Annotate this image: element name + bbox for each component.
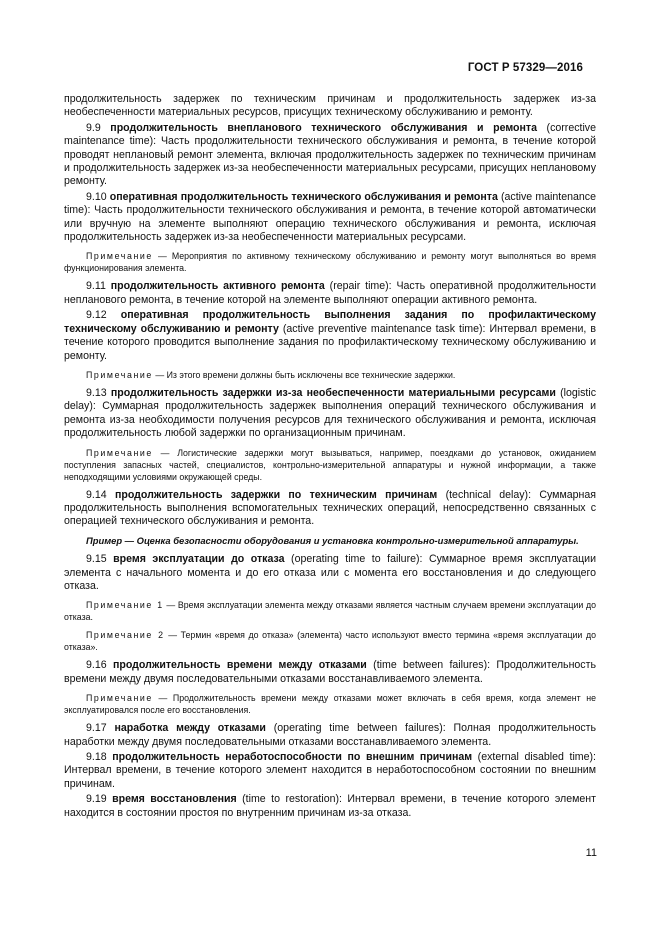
note-text: — Из этого времени должны быть исключены все технические задержки. (152, 369, 456, 380)
text-paragraph (64, 93, 596, 120)
paragraph-text: (time to restoration): Интервал времени, в течение которого элемент находится в состоянии простоя по внутренним причинам из-за отказа. (64, 793, 597, 819)
paragraph-text: (corrective maintenance time): Часть продолжительности технического обслуживания и ремонта, в течение которой проводят неплановый ремонт элемента, включая продолжительность задержек по техническим причинам и продолжительность задержек из-за необеспеченности материальных ресурсами, присущих неплановому ремонту. (64, 121, 596, 188)
note-label: Примечание 1 (86, 600, 164, 611)
note-paragraph (64, 250, 596, 274)
term-bold: наработка между отказами (114, 722, 266, 735)
paragraph-text: продолжительность задержек по техническим причинам и продолжительность задержек из-за необеспеченности материальных ресурсов, присущих техническому обслуживанию и ремонту. (64, 93, 596, 119)
clause-number: 9.19 (86, 793, 107, 806)
paragraph-text: (active maintenance time): Часть продолжительности технического обслуживания и ремонта, в течение которой автоматически или вручную на элементе выполняют операцию технического обслуживания и ремонта, исключая продолжительность задержек из-за необеспеченности материальных ресурсами. (64, 190, 596, 244)
clause-number: 9.11 (86, 280, 106, 293)
definition-paragraph (64, 280, 596, 307)
paragraph-text: (time between failures): Продолжительность времени между двумя последовательными отказами восстанавливаемого элемента. (64, 659, 596, 685)
definition-paragraph (64, 309, 596, 363)
definition-paragraph (64, 722, 596, 749)
term-bold: время восстановления (112, 793, 237, 806)
paragraph-text: (operating time between failures): Полная продолжительность наработки между двумя последовательными отказами восстанавливаемого элемента. (64, 722, 597, 748)
paragraph-text: (operating time to failure): Суммарное время эксплуатации элемента с начального момента и до его отказа или с момента его восстановления и до следующего отказа. (64, 553, 596, 592)
term-bold: продолжительность времени между отказами (112, 659, 367, 672)
note-label: Примечание (86, 369, 153, 380)
example-text: Пример — Оценка безопасности оборудования и установка контрольно-измерительной аппаратуры. (86, 534, 579, 546)
definition-paragraph (64, 553, 596, 593)
page-number: 11 (585, 847, 597, 859)
paragraph-text: (repair time): Часть оперативной продолжительности непланового ремонта, в течение которой на элементе выполняют операции активного ремонта. (64, 280, 596, 306)
document-body (64, 93, 596, 822)
document-header: ГОСТ Р 57329—2016 (467, 62, 583, 74)
note-text: — Термин «время до отказа» (элемента) часто используют вместо термина «время эксплуатации до отказа». (64, 630, 596, 653)
definition-paragraph (64, 659, 596, 686)
note-label: Примечание (86, 251, 153, 262)
clause-number: 9.9 (86, 121, 101, 134)
clause-number: 9.15 (86, 553, 107, 566)
paragraph-text: (active preventive maintenance task time): Интервал времени, в течение которого проводится выполнение задания по профилактическому техническому обслуживанию и ремонту. (64, 322, 596, 362)
note-paragraph (64, 369, 596, 381)
clause-number: 9.14 (86, 488, 107, 501)
clause-number: 9.16 (86, 659, 107, 672)
note-text: — Время эксплуатации элемента между отказами является частным случаем времени эксплуатации до отказа. (64, 600, 596, 623)
paragraph-text: (external disabled time): Интервал времени, в течение которого элемент находится в неработоспособном состоянии по внешним причинам. (64, 751, 596, 790)
paragraph-text: (logistic delay): Суммарная продолжительность задержек выполнения операций технического обслуживания и ремонта из-за необходимости получения ресурсов для технического обслуживания и ремонта, исключая продолжительность любой задержки по организационным причинам. (64, 386, 596, 440)
term-bold: оперативная продолжительность технического обслуживания и ремонта (109, 190, 498, 203)
definition-paragraph (64, 122, 596, 189)
note-label: Примечание (86, 693, 153, 704)
term-bold: продолжительность внепланового технического обслуживания и ремонта (110, 121, 537, 134)
example-paragraph (64, 535, 596, 547)
note-paragraph (64, 599, 596, 623)
term-bold: оперативная продолжительность выполнения задания по профилактическому техническому обслуживанию и ремонту (64, 309, 596, 335)
term-bold: продолжительность активного ремонта (110, 280, 325, 293)
note-label: Примечание 2 (86, 630, 165, 641)
note-text: — Логистические задержки могут вызываться, например, поездками до установок, ожиданием поступления запасных частей, специалистов, контрольно-измерительной аппаратуры и нужной информации, а также неподходящими условиями окружающей среды. (64, 447, 596, 482)
definition-paragraph (64, 793, 596, 820)
note-paragraph (64, 447, 596, 483)
clause-number: 9.18 (86, 751, 107, 763)
paragraph-text: (technical delay): Суммарная продолжительность выполнения вспомогательных технических операций, непосредственно связанных с операцией технического обслуживания и ремонта. (64, 488, 597, 528)
clause-number: 9.12 (86, 309, 107, 322)
definition-paragraph (64, 751, 596, 791)
clause-number: 9.17 (86, 722, 107, 735)
note-paragraph (64, 692, 596, 716)
term-bold: продолжительность неработоспособности по внешним причинам (112, 751, 473, 763)
note-label: Примечание (86, 447, 153, 458)
definition-paragraph (64, 387, 596, 441)
term-bold: продолжительность задержки из-за необеспеченности материальными ресурсами (110, 386, 556, 399)
note-text: — Мероприятия по активному техническому обслуживанию и ремонту могут выполняться во время функционирования элемента. (64, 251, 596, 274)
clause-number: 9.10 (86, 190, 107, 203)
definition-paragraph (64, 489, 596, 529)
note-text: — Продолжительность времени между отказами может включать в себя время, когда элемент не эксплуатировался после его восстановления. (64, 693, 596, 716)
term-bold: продолжительность задержки по техническим причинам (114, 488, 438, 501)
note-paragraph (64, 629, 596, 653)
definition-paragraph (64, 191, 596, 245)
term-bold: время эксплуатации до отказа (113, 553, 285, 566)
clause-number: 9.13 (86, 386, 107, 399)
